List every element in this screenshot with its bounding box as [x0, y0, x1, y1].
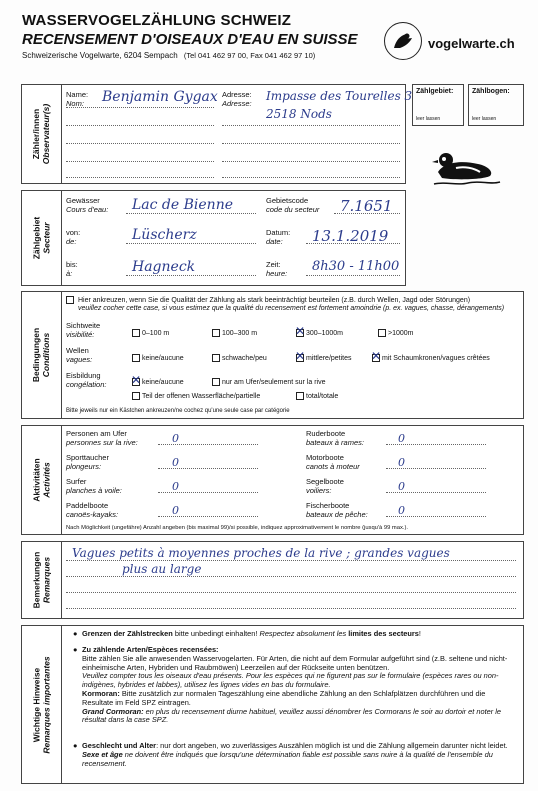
activity-value-0[interactable]: 0	[172, 432, 179, 445]
gebietscode-field[interactable]: 7.1651	[340, 197, 393, 215]
zeit-label: Zeit: heure:	[266, 260, 288, 278]
eis-label: Eisbildung congélation:	[66, 371, 107, 389]
org-contact: (Tel 041 462 97 00, Fax 041 462 97 10)	[183, 51, 316, 60]
activity-label-5: Motorboote canots à moteur	[306, 453, 360, 471]
activity-value-1[interactable]: 0	[172, 456, 179, 469]
activity-label-3: Paddelboote canoës-kayaks:	[66, 501, 119, 519]
activity-label-4: Ruderboote bateaux à rames:	[306, 429, 364, 447]
von-field[interactable]: Lüscherz	[132, 227, 197, 243]
duck-illustration-icon	[432, 148, 502, 190]
remarks-line1-field[interactable]: Vagues petits à moyennes proches de la rive ; grandes vagues	[72, 546, 450, 560]
gebietscode-label: Gebietscode code du secteur	[266, 196, 320, 214]
remarks-section	[21, 541, 524, 619]
bis-label: bis: à:	[66, 260, 78, 278]
zaehlgebiet-box[interactable]: Zählgebiet: leer lassen	[412, 84, 464, 126]
note-boundaries: ● Grenzen der Zählstrecken bitte unbedingt einhalten! Respectez absolument les limites des secteurs!	[73, 629, 421, 638]
address-label: Adresse: Adresse:	[222, 90, 252, 108]
title-fr: RECENSEMENT D'OISEAUX D'EAU EN SUISSE	[22, 31, 358, 48]
activity-value-4[interactable]: 0	[398, 432, 405, 445]
sichtweite-label: Sichtweite visibilité:	[66, 321, 101, 339]
area-section-label: Zählgebiet Secteur	[31, 216, 52, 260]
gewaesser-label: Gewässer Cours d'eau:	[66, 196, 109, 214]
vis-option-2[interactable]: ✕ 300–1000m	[296, 329, 343, 337]
notes-section-label: Wichtige Hinweise Remarques importantes	[31, 655, 52, 754]
ice-option-3[interactable]: total/totale	[296, 392, 338, 400]
name-field[interactable]: Benjamin Gygax	[102, 89, 218, 105]
gewaesser-field[interactable]: Lac de Bienne	[132, 197, 234, 213]
observer-section-label: Zähler/innen Observateur(s)	[31, 103, 52, 165]
ice-option-2[interactable]: Teil der offenen Wasserfläche/partielle	[132, 392, 260, 400]
address-line1-field[interactable]: Impasse des Tourelles 3	[266, 89, 413, 103]
wave-option-1[interactable]: schwache/peu	[212, 354, 267, 362]
conditions-section-label: Bedingungen Conditions	[31, 327, 52, 383]
datum-field[interactable]: 13.1.2019	[312, 227, 389, 245]
remarks-line2-field[interactable]: plus au large	[122, 562, 202, 576]
note-sex-age: ● Geschlecht und Alter: nur dort angeben, wo zuverlässiges Auszählen möglich ist und die Zählung allgemein darunter nicht leidet. Sexe et âge ne doivent être indiqués que lorsqu'une détermination fiable est possible sans nuire à la qualité de l'ensemble du recensement.	[73, 741, 508, 768]
zaehlbogen-box[interactable]: Zählbogen: leer lassen	[468, 84, 524, 126]
wellen-label: Wellen vagues:	[66, 346, 93, 364]
vis-option-3[interactable]: >1000m	[378, 329, 414, 337]
activity-label-7: Fischerboote bateaux de pêche:	[306, 501, 368, 519]
activities-section-label: Aktivitäten Activités	[31, 458, 52, 502]
activity-label-0: Personen am Ufer personnes sur la rive:	[66, 429, 138, 447]
ice-option-0[interactable]: ✕ keine/aucune	[132, 378, 184, 386]
note-species: ● Zu zählende Arten/Espèces recensées: Bitte zählen Sie alle anwesenden Wasservogelarten. Für Arten, die nicht auf dem Formular aufgeführt sind (z.B. seltene und nicht-einheimische Arten, Hybriden und Raubmöwen) Leerzeilen auf der Rückseite unten benützen. Veuillez compter tous les oiseaux d'eau présents. Pour les espèces qui ne figurent pas sur le formulaire (espèces rares ou non-indigènes, hybrides et labbes), utilisez les lignes vides en bas du formulaire. Kormoran: Bitte zusätzlich zur normalen Tageszählung eine abendliche Zählung an den Schlafplätzen durchführen und die Resultate im Feld SPZ eintragen. Grand Cormoran: en plus du recensement diurne habituel, veuillez aussi dénombrer les Cormorans le soir au dortoir et noter le résultat dans la case SPZ.	[73, 645, 508, 725]
activity-value-2[interactable]: 0	[172, 480, 179, 493]
brand-name: vogelwarte.ch	[428, 36, 515, 51]
von-label: von: de:	[66, 228, 81, 246]
wave-option-2[interactable]: ✕ mittlere/petites	[296, 354, 352, 362]
activities-section	[21, 425, 524, 535]
activity-label-6: Segelboote voiliers:	[306, 477, 344, 495]
ice-option-1[interactable]: nur am Ufer/seulement sur la rive	[212, 378, 325, 386]
activity-value-5[interactable]: 0	[398, 456, 405, 469]
datum-label: Datum: date:	[266, 228, 291, 246]
conditions-section	[21, 291, 524, 419]
activity-value-6[interactable]: 0	[398, 480, 405, 493]
area-section	[21, 190, 406, 286]
wave-option-3[interactable]: ✕ mit Schaumkronen/vagues crêtées	[372, 354, 490, 362]
conditions-footer: Bitte jeweils nur ein Kästchen ankreuzen/ne cochez qu'une seule case par catégorie	[66, 408, 290, 414]
wave-option-0[interactable]: keine/aucune	[132, 354, 184, 362]
quality-text-fr: veuillez cocher cette case, si vous estimez que la qualité du recensement est fortement amoindrie (p. ex. vagues, chasse, dérangements)	[78, 305, 505, 313]
vis-option-0[interactable]: 0–100 m	[132, 329, 169, 337]
activities-footer: Nach Möglichkeit (ungefähre) Anzahl angeben (bis maximal 99)/si possible, indiquez approximativement le nombre (jusqu'à 99 max.).	[66, 525, 409, 531]
activity-label-1: Sporttaucher plongeurs:	[66, 453, 109, 471]
bird-logo-icon	[384, 22, 422, 60]
activity-value-7[interactable]: 0	[398, 504, 405, 517]
observer-section	[21, 84, 413, 184]
title-de: WASSERVOGELZÄHLUNG SCHWEIZ	[22, 12, 292, 29]
activity-value-3[interactable]: 0	[172, 504, 179, 517]
activity-label-2: Surfer planches à voile:	[66, 477, 122, 495]
bis-field[interactable]: Hagneck	[132, 259, 196, 275]
name-label: Name: Nom:	[66, 90, 89, 108]
org-name: Schweizerische Vogelwarte, 6204 Sempach	[22, 51, 178, 60]
quality-text-de: Hier ankreuzen, wenn Sie die Qualität der Zählung als stark beeinträchtigt beurteilen (z.B. durch Wellen, Jagd oder Störungen)	[77, 296, 471, 304]
address-line2-field[interactable]: 2518 Nods	[266, 107, 332, 121]
vis-option-1[interactable]: 100–300 m	[212, 329, 257, 337]
quality-impaired-checkbox[interactable]	[66, 296, 74, 304]
zeit-field[interactable]: 8h30 - 11h00	[312, 259, 400, 274]
header	[22, 12, 382, 60]
remarks-section-label: Bemerkungen Remarques	[31, 551, 52, 609]
notes-section	[21, 625, 524, 784]
